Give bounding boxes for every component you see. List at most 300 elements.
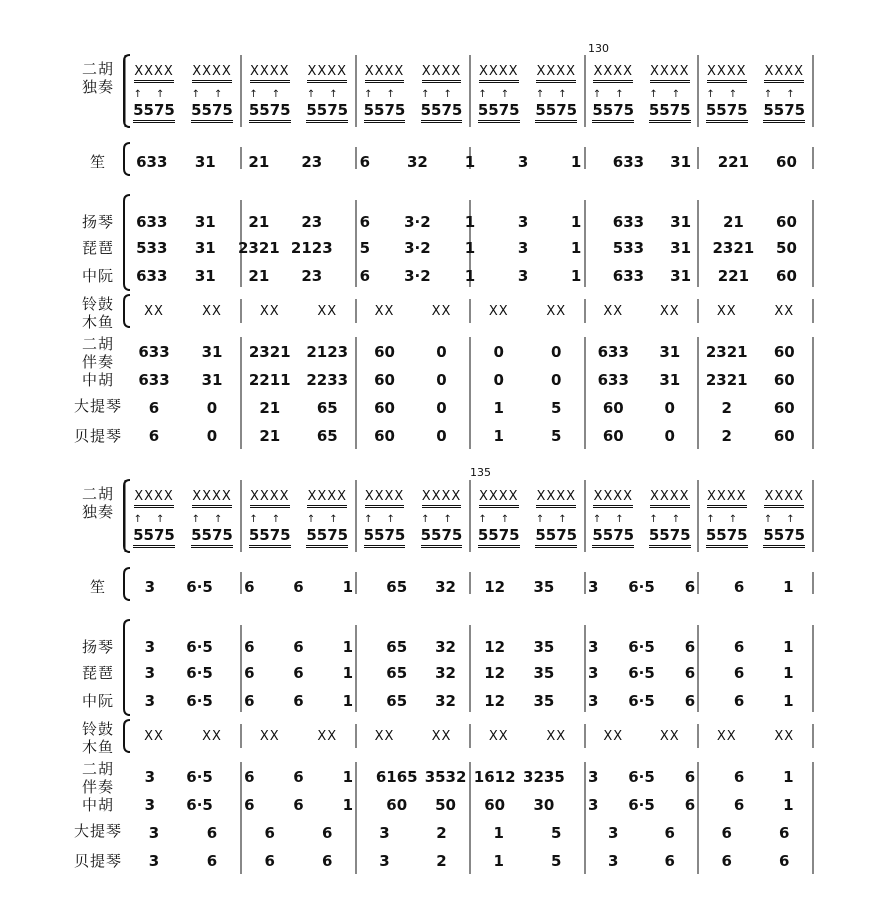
note-erhu-top bbox=[355, 488, 415, 506]
note-pipa bbox=[229, 239, 289, 257]
note-text: 5575 bbox=[306, 101, 348, 123]
note-bass bbox=[412, 427, 472, 445]
bowing-mark: ↑↑ bbox=[364, 514, 409, 525]
bowing-mark: ↑↑ bbox=[191, 89, 237, 100]
note-cello bbox=[182, 824, 242, 842]
note-text: 6 bbox=[264, 824, 275, 842]
note-pipa bbox=[335, 239, 395, 257]
note-text: 6·5 bbox=[186, 664, 213, 682]
note-text: 2321 bbox=[705, 371, 748, 389]
note-erhu-top bbox=[297, 63, 357, 81]
note-erhu-top bbox=[412, 63, 472, 81]
note-erhu-top bbox=[469, 488, 529, 506]
note-zhongruan bbox=[546, 267, 606, 285]
note-sheng bbox=[493, 153, 553, 171]
note-text: 5575 bbox=[763, 101, 805, 123]
note-erhu-acc bbox=[526, 343, 586, 361]
note-erhu-acc bbox=[297, 343, 357, 361]
note-text: 5575 bbox=[535, 526, 577, 548]
note-cello bbox=[355, 824, 415, 842]
note-text: XX bbox=[603, 304, 624, 319]
note-text: 5575 bbox=[592, 526, 634, 548]
note-text: XX bbox=[259, 304, 280, 319]
note-text: 23 bbox=[301, 213, 323, 231]
note-text: 6·5 bbox=[628, 578, 655, 596]
bowing-mark: ↑↑ bbox=[249, 514, 295, 525]
bowing-mark: ↑↑ bbox=[763, 89, 809, 100]
note-text: 21 bbox=[248, 153, 270, 171]
note-text: 2233 bbox=[306, 371, 349, 389]
note-text: 6·5 bbox=[186, 692, 213, 710]
note-text: 6 bbox=[322, 852, 333, 870]
note-text: 6·5 bbox=[628, 768, 655, 786]
note-zhonghu bbox=[240, 371, 300, 389]
note-text: XX bbox=[659, 729, 680, 744]
note-text: 633 bbox=[597, 343, 629, 361]
instrument-label-line: 笙 bbox=[89, 153, 106, 171]
note-erhu-acc bbox=[469, 343, 529, 361]
note-text: 5575 bbox=[364, 101, 406, 123]
bowing-mark: ↑↑ bbox=[421, 89, 466, 100]
note-erhu-bottom bbox=[526, 526, 586, 544]
note-text: 5575 bbox=[649, 526, 691, 548]
note-zhonghu bbox=[697, 371, 757, 389]
note-zhonghu bbox=[297, 371, 357, 389]
bowing-mark: ↑↑ bbox=[535, 514, 581, 525]
note-cello bbox=[469, 824, 529, 842]
instrument-label-line: 琵琶 bbox=[81, 239, 114, 257]
note-text: 221 bbox=[717, 153, 750, 171]
note-sheng bbox=[598, 153, 658, 171]
instrument-label-line: 二胡 bbox=[81, 60, 114, 78]
note-text: XX bbox=[144, 304, 164, 319]
note-text: XX bbox=[488, 304, 509, 319]
note-text: 3 bbox=[587, 768, 599, 786]
note-text: 2123 bbox=[290, 239, 333, 257]
note-text: 0 bbox=[664, 427, 675, 445]
note-cello bbox=[469, 399, 529, 417]
note-text: XX bbox=[374, 729, 395, 744]
note-erhu-bottom bbox=[640, 101, 700, 119]
note-cello bbox=[124, 824, 184, 842]
note-text: XX bbox=[317, 304, 338, 319]
note-text: 6·5 bbox=[186, 796, 213, 814]
note-text: 5575 bbox=[249, 101, 291, 123]
note-text: 60 bbox=[773, 371, 795, 389]
note-text: 6 bbox=[684, 638, 696, 656]
note-erhu-acc bbox=[583, 343, 643, 361]
note-text: 6 bbox=[293, 768, 304, 786]
note-text: 2123 bbox=[306, 343, 349, 361]
note-text: 1 bbox=[570, 267, 582, 285]
note-text: 5575 bbox=[706, 101, 748, 123]
note-erhu-top bbox=[412, 488, 472, 506]
note-cello bbox=[640, 824, 700, 842]
note-linggu bbox=[526, 303, 586, 321]
note-text: XX bbox=[144, 729, 164, 744]
note-text: 6·5 bbox=[186, 638, 213, 656]
note-erhu-bottom bbox=[583, 101, 643, 119]
note-bass bbox=[697, 427, 757, 445]
note-erhu-top bbox=[124, 63, 184, 81]
note-sheng bbox=[175, 153, 235, 171]
note-text: 6·5 bbox=[628, 796, 655, 814]
note-text: 6 bbox=[733, 796, 745, 814]
note-linggu bbox=[640, 303, 700, 321]
note-bass bbox=[124, 427, 184, 445]
instrument-label-cello bbox=[68, 822, 128, 840]
note-cello bbox=[240, 824, 300, 842]
note-erhu-top bbox=[583, 63, 643, 81]
note-text: 3·2 bbox=[404, 267, 431, 285]
measure-number-130: 130 bbox=[588, 42, 609, 55]
note-text: 65 bbox=[386, 692, 408, 710]
bowing-mark: ↑↑ bbox=[133, 514, 179, 525]
bowing-mark: ↑↑ bbox=[133, 89, 179, 100]
measure-number-135: 135 bbox=[470, 466, 491, 479]
note-text: 1 bbox=[493, 852, 504, 870]
note-text: 3·2 bbox=[404, 239, 431, 257]
bowing-mark: ↑↑ bbox=[191, 514, 237, 525]
note-text: 5575 bbox=[649, 101, 691, 123]
note-text: XX bbox=[431, 729, 452, 744]
bowing-mark: ↑↑ bbox=[478, 89, 524, 100]
note-text: XX bbox=[374, 304, 395, 319]
note-text: 6 bbox=[206, 824, 218, 842]
note-linggu bbox=[412, 303, 472, 321]
note-text: 6 bbox=[293, 664, 304, 682]
note-text: 5575 bbox=[191, 101, 233, 123]
note-text: XX bbox=[259, 729, 280, 744]
note-text: 1 bbox=[342, 768, 353, 786]
note-text: XXXX bbox=[707, 489, 747, 508]
note-text: 3 bbox=[144, 638, 156, 656]
note-erhu-top bbox=[754, 63, 814, 81]
note-text: 6 bbox=[244, 638, 255, 656]
note-text: 5 bbox=[551, 852, 562, 870]
note-text: 1 bbox=[342, 664, 353, 682]
note-text: 32 bbox=[435, 692, 456, 710]
note-erhu-top bbox=[640, 63, 700, 81]
note-text: 35 bbox=[533, 578, 555, 596]
note-erhu-acc bbox=[355, 343, 415, 361]
instrument-label-line: 琵琶 bbox=[81, 664, 114, 682]
note-text: XX bbox=[488, 729, 509, 744]
instrument-label-pipa bbox=[68, 239, 128, 257]
note-text: 1 bbox=[493, 427, 504, 445]
note-erhu-bottom bbox=[240, 101, 300, 119]
note-zhongruan bbox=[651, 267, 711, 285]
note-text: 50 bbox=[435, 796, 456, 814]
note-bass bbox=[469, 852, 529, 870]
instrument-label-bass bbox=[68, 427, 128, 445]
instrument-label-linggu bbox=[68, 295, 128, 331]
note-text: 6 bbox=[148, 427, 160, 445]
note-erhu-top bbox=[297, 488, 357, 506]
note-yangqin bbox=[598, 213, 658, 231]
note-erhu-top bbox=[754, 488, 814, 506]
note-text: XXXX bbox=[422, 64, 462, 83]
note-text: 1 bbox=[570, 153, 582, 171]
bowing-mark: ↑↑ bbox=[649, 89, 695, 100]
note-bass bbox=[412, 852, 472, 870]
note-cello bbox=[754, 399, 814, 417]
note-text: 6 bbox=[684, 796, 696, 814]
bowing-mark: ↑↑ bbox=[364, 89, 409, 100]
note-linggu bbox=[182, 728, 242, 746]
note-text: 31 bbox=[194, 213, 216, 231]
note-erhu-bottom bbox=[355, 526, 415, 544]
note-erhu-top bbox=[240, 488, 300, 506]
instrument-label-line: 中阮 bbox=[81, 267, 114, 285]
note-text: XX bbox=[774, 304, 795, 319]
note-text: 0 bbox=[206, 427, 218, 445]
note-text: 1 bbox=[464, 213, 476, 231]
note-text: 3 bbox=[379, 824, 390, 842]
note-yangqin bbox=[387, 213, 447, 231]
note-text: 6 bbox=[293, 796, 304, 814]
instrument-label-line: 扬琴 bbox=[81, 638, 114, 656]
note-text: 6 bbox=[293, 578, 304, 596]
note-cello bbox=[240, 399, 300, 417]
note-text: 1 bbox=[783, 768, 794, 786]
note-text: 60 bbox=[374, 399, 395, 417]
note-text: 633 bbox=[136, 267, 168, 285]
note-linggu bbox=[412, 728, 472, 746]
note-text: XXXX bbox=[764, 64, 804, 83]
note-sheng bbox=[122, 153, 182, 171]
note-text: 0 bbox=[206, 399, 218, 417]
note-text: 5575 bbox=[133, 101, 175, 123]
note-text: 6 bbox=[264, 852, 275, 870]
note-zhongruan bbox=[282, 267, 342, 285]
note-text: 1 bbox=[783, 638, 794, 656]
note-text: XXXX bbox=[192, 489, 232, 508]
note-text: XXXX bbox=[650, 489, 690, 508]
note-text: 6 bbox=[244, 692, 255, 710]
note-yangqin bbox=[651, 213, 711, 231]
note-text: 6 bbox=[721, 852, 732, 870]
note-text: 6·5 bbox=[186, 578, 213, 596]
note-zhongruan bbox=[440, 267, 500, 285]
note-text: 31 bbox=[659, 371, 681, 389]
note-yangqin bbox=[282, 213, 342, 231]
note-text: 5575 bbox=[421, 526, 463, 548]
note-cello bbox=[754, 824, 814, 842]
note-text: 1 bbox=[783, 578, 794, 596]
note-text: XXXX bbox=[307, 489, 347, 508]
note-erhu-acc bbox=[697, 343, 757, 361]
note-text: 65 bbox=[386, 638, 408, 656]
note-text: 6 bbox=[244, 664, 255, 682]
note-zhongruan bbox=[122, 267, 182, 285]
note-linggu bbox=[583, 728, 643, 746]
note-erhu-bottom bbox=[412, 101, 472, 119]
note-text: 633 bbox=[612, 213, 645, 231]
instrument-label-line: 中胡 bbox=[81, 371, 114, 389]
note-text: 6 bbox=[733, 578, 745, 596]
note-bass bbox=[754, 427, 814, 445]
note-erhu-top bbox=[697, 63, 757, 81]
note-linggu bbox=[697, 728, 757, 746]
instrument-label-line: 贝提琴 bbox=[73, 427, 122, 445]
note-text: 30 bbox=[533, 796, 555, 814]
note-text: 35 bbox=[533, 664, 555, 682]
note-text: 6 bbox=[779, 824, 790, 842]
note-erhu-top bbox=[640, 488, 700, 506]
note-text: 3 bbox=[148, 852, 160, 870]
note-text: 60 bbox=[374, 343, 395, 361]
note-text: 1 bbox=[783, 796, 794, 814]
note-text: 1 bbox=[464, 239, 476, 257]
note-bass bbox=[469, 427, 529, 445]
note-linggu bbox=[697, 303, 757, 321]
instrument-label-erhu_acc bbox=[68, 335, 128, 371]
note-zhongruan bbox=[703, 267, 763, 285]
note-text: XXXX bbox=[479, 489, 519, 508]
note-text: 23 bbox=[301, 267, 323, 285]
note-text: 6 bbox=[779, 852, 790, 870]
bowing-mark: ↑↑ bbox=[592, 89, 638, 100]
note-pipa bbox=[282, 239, 342, 257]
note-erhu-bottom bbox=[469, 526, 529, 544]
note-text: 3 bbox=[517, 153, 529, 171]
note-linggu bbox=[240, 303, 300, 321]
note-text: 3·2 bbox=[404, 213, 431, 231]
note-text: 6 bbox=[359, 267, 371, 285]
note-sheng bbox=[546, 153, 606, 171]
note-erhu-bottom bbox=[182, 526, 242, 544]
note-text: 1 bbox=[464, 267, 476, 285]
note-text: 1 bbox=[342, 692, 353, 710]
note-text: 5575 bbox=[535, 101, 577, 123]
note-text: 12 bbox=[484, 692, 506, 710]
note-yangqin bbox=[493, 213, 553, 231]
note-zhongruan bbox=[758, 692, 818, 710]
note-text: 0 bbox=[436, 343, 447, 361]
note-text: 31 bbox=[670, 213, 692, 231]
instrument-label-cello bbox=[68, 397, 128, 415]
instrument-label-zhongruan bbox=[68, 267, 128, 285]
note-text: XXXX bbox=[650, 64, 690, 83]
note-erhu-bottom bbox=[355, 101, 415, 119]
note-text: 1 bbox=[783, 664, 794, 682]
note-text: 6·5 bbox=[628, 692, 655, 710]
note-sheng bbox=[440, 153, 500, 171]
note-bass bbox=[240, 427, 300, 445]
note-text: 31 bbox=[194, 267, 216, 285]
note-erhu-top bbox=[240, 63, 300, 81]
note-text: XXXX bbox=[250, 489, 290, 508]
note-yangqin bbox=[756, 213, 816, 231]
note-text: 60 bbox=[386, 796, 408, 814]
note-erhu-bottom bbox=[640, 526, 700, 544]
bowing-mark: ↑↑ bbox=[306, 89, 352, 100]
instrument-label-line: 伴奏 bbox=[81, 353, 114, 371]
instrument-label-line: 二胡 bbox=[81, 485, 114, 503]
note-pipa bbox=[651, 239, 711, 257]
note-text: XXXX bbox=[365, 489, 405, 508]
note-text: 5 bbox=[359, 239, 371, 257]
note-zhongruan bbox=[229, 267, 289, 285]
note-text: 6·5 bbox=[628, 638, 655, 656]
note-zhonghu bbox=[182, 371, 242, 389]
note-linggu bbox=[297, 728, 357, 746]
note-text: 2321 bbox=[712, 239, 755, 257]
note-erhu-acc bbox=[124, 343, 184, 361]
note-text: 60 bbox=[776, 267, 797, 285]
note-erhu-bottom bbox=[754, 101, 814, 119]
note-erhu-acc bbox=[754, 343, 814, 361]
note-pipa bbox=[493, 239, 553, 257]
note-text: 35 bbox=[533, 638, 555, 656]
note-yangqin bbox=[229, 213, 289, 231]
note-text: 21 bbox=[259, 427, 281, 445]
note-bass bbox=[583, 427, 643, 445]
note-zhonghu bbox=[469, 371, 529, 389]
note-linggu bbox=[469, 728, 529, 746]
note-yangqin bbox=[335, 213, 395, 231]
note-zhonghu bbox=[758, 796, 818, 814]
note-text: 3 bbox=[587, 796, 599, 814]
note-erhu-bottom bbox=[124, 526, 184, 544]
note-bass bbox=[640, 427, 700, 445]
note-text: 5575 bbox=[249, 526, 291, 548]
note-erhu-bottom bbox=[297, 101, 357, 119]
note-erhu-acc bbox=[758, 768, 818, 786]
note-zhongruan bbox=[756, 267, 816, 285]
note-text: 5 bbox=[551, 824, 562, 842]
note-text: 6 bbox=[148, 399, 160, 417]
note-text: 1 bbox=[493, 824, 504, 842]
note-text: 23 bbox=[301, 153, 323, 171]
note-zhonghu bbox=[124, 371, 184, 389]
note-sheng bbox=[229, 153, 289, 171]
note-text: 5575 bbox=[421, 101, 463, 123]
instrument-label-line: 大提琴 bbox=[73, 822, 122, 840]
note-text: 50 bbox=[776, 239, 797, 257]
note-text: 12 bbox=[484, 578, 506, 596]
note-text: 65 bbox=[386, 664, 408, 682]
note-text: 60 bbox=[374, 427, 395, 445]
instrument-label-yangqin bbox=[68, 213, 128, 231]
note-cello bbox=[412, 824, 472, 842]
note-text: 1 bbox=[342, 796, 353, 814]
note-text: 3 bbox=[148, 824, 160, 842]
note-text: 31 bbox=[194, 239, 216, 257]
note-erhu-bottom bbox=[412, 526, 472, 544]
note-text: 2 bbox=[721, 399, 732, 417]
note-text: 0 bbox=[551, 343, 562, 361]
note-cello bbox=[297, 399, 357, 417]
note-erhu-top bbox=[697, 488, 757, 506]
note-text: 6 bbox=[206, 852, 218, 870]
note-linggu bbox=[355, 728, 415, 746]
note-bass bbox=[182, 852, 242, 870]
note-sheng bbox=[282, 153, 342, 171]
note-text: 6·5 bbox=[628, 664, 655, 682]
note-erhu-top bbox=[469, 63, 529, 81]
note-text: 3235 bbox=[523, 768, 565, 786]
note-zhongruan bbox=[335, 267, 395, 285]
note-text: 3 bbox=[144, 796, 156, 814]
note-text: 60 bbox=[773, 427, 795, 445]
note-text: 6 bbox=[684, 768, 696, 786]
note-erhu-bottom bbox=[124, 101, 184, 119]
note-text: 1 bbox=[570, 213, 582, 231]
note-linggu bbox=[297, 303, 357, 321]
note-text: 31 bbox=[194, 153, 216, 171]
